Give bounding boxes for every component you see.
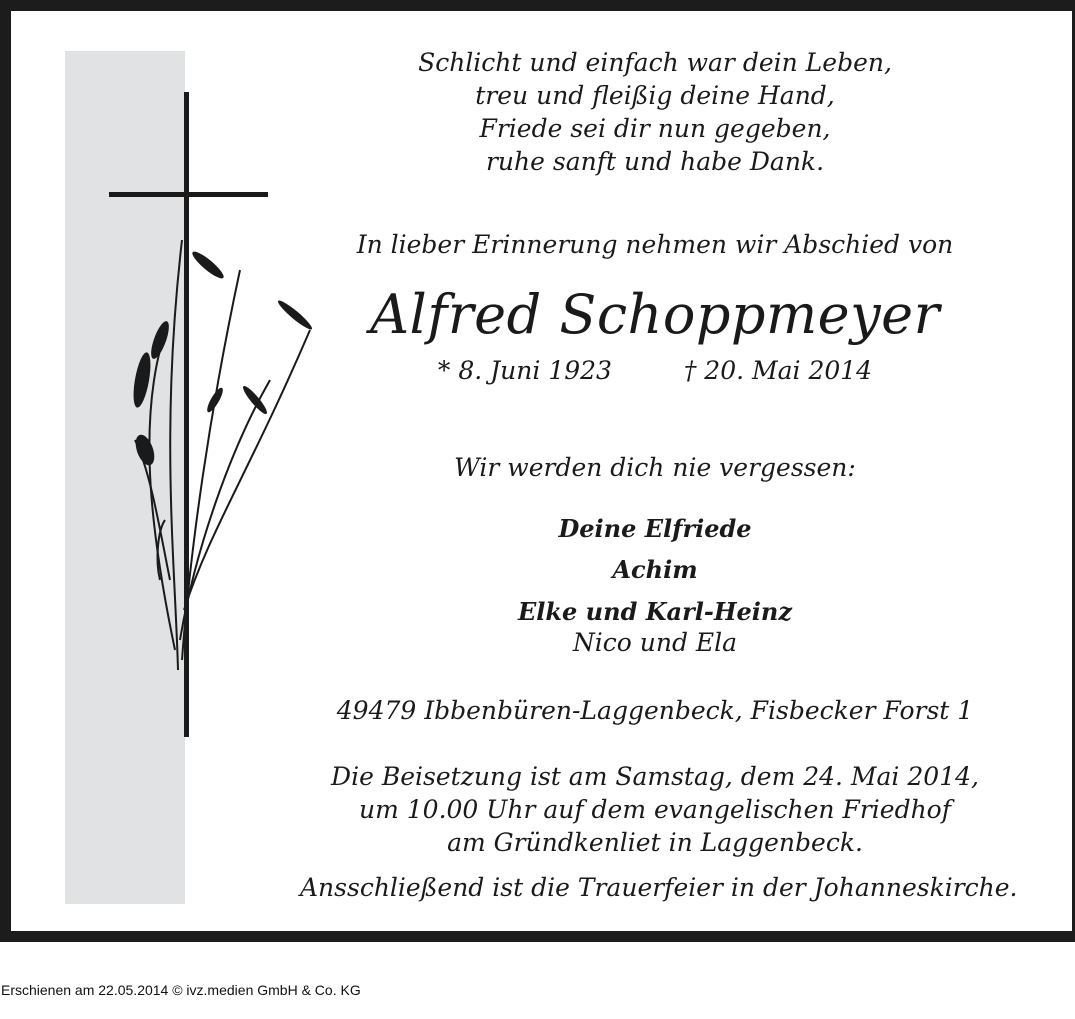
deceased-name: Alfred Schoppmeyer	[370, 283, 940, 346]
mourner-daughter-family: Elke und Karl-Heinz	[518, 597, 792, 626]
poem-line: Schlicht und einfach war dein Leben,	[418, 48, 892, 77]
publication-credit: Erschienen am 22.05.2014 © ivz.medien GmbH & Co. KG	[1, 982, 361, 998]
poem-line: treu und fleißig deine Hand,	[475, 81, 835, 110]
funeral-line: am Gründkenliet in Laggenbeck.	[447, 828, 863, 857]
birth-date: * 8. Juni 1923	[437, 356, 612, 385]
life-dates	[300, 356, 1010, 385]
cross-vertical-icon	[184, 92, 189, 737]
intro-text: In lieber Erinnerung nehmen wir Abschied von	[356, 230, 954, 259]
funeral-line: um 10.00 Uhr auf dem evangelischen Friedhof	[359, 795, 951, 824]
poem-line: Friede sei dir nun gegeben,	[479, 114, 831, 143]
death-date: † 20. Mai 2014	[683, 356, 873, 385]
funeral-line: Die Beisetzung ist am Samstag, dem 24. Mai 2014,	[331, 762, 979, 791]
mourner-grandchildren: Nico und Ela	[572, 628, 738, 657]
cross-horizontal-icon	[109, 192, 268, 197]
wheat-grass-icon	[120, 230, 330, 680]
address: 49479 Ibbenbüren-Laggenbeck, Fisbecker Forst 1	[336, 696, 974, 725]
poem-line: ruhe sanft und habe Dank.	[485, 147, 825, 176]
mourner-spouse: Deine Elfriede	[558, 514, 752, 543]
farewell-text: Wir werden dich nie vergessen:	[454, 453, 856, 482]
mourner-son: Achim	[612, 555, 698, 584]
service-text: Ansschließend ist die Trauerfeier in der Johanneskirche.	[300, 873, 1018, 902]
